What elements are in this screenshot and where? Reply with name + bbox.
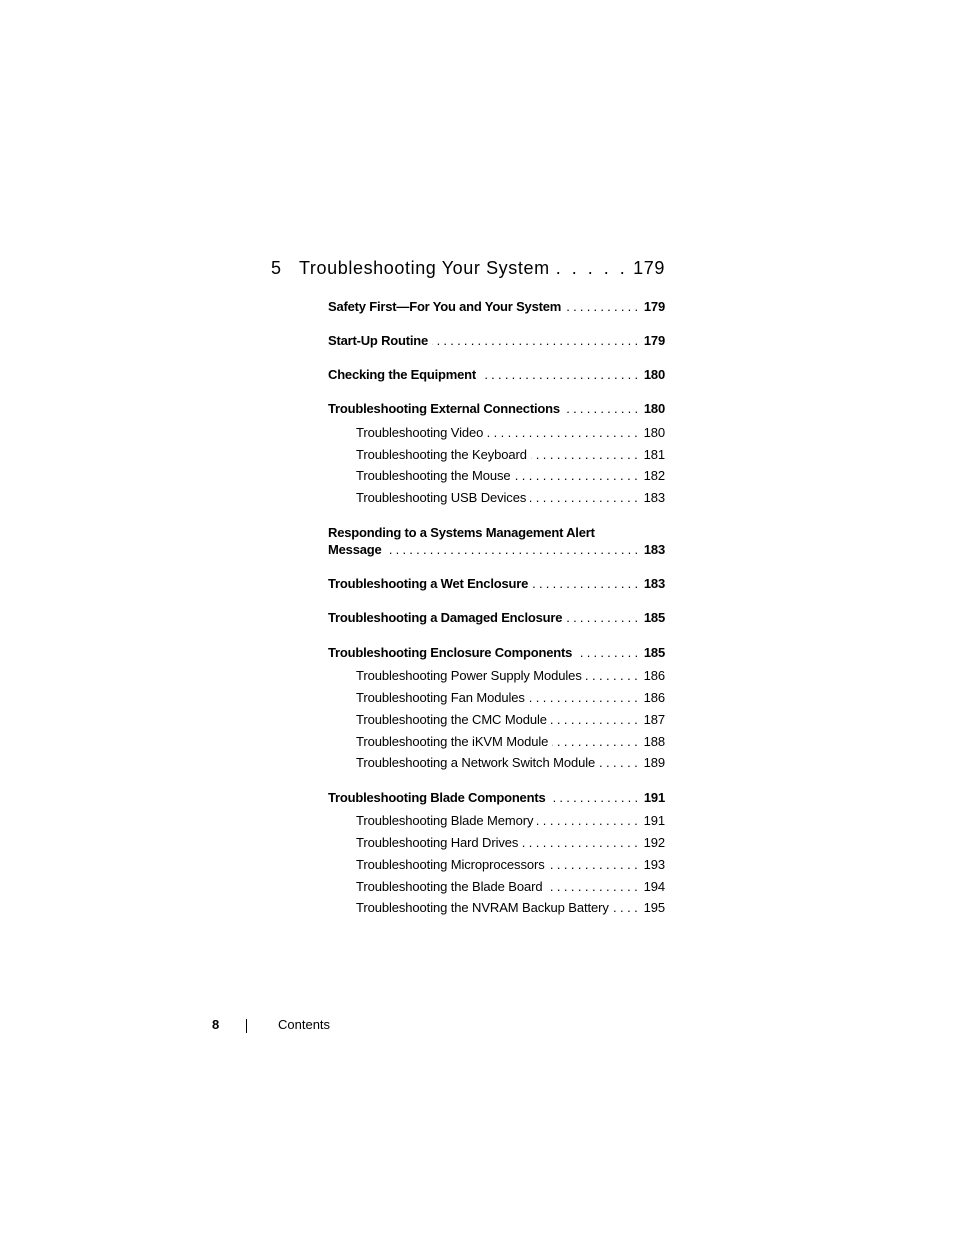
toc-entry-title: Message xyxy=(328,542,382,557)
dot-leader xyxy=(531,446,638,464)
toc-entry-title: Checking the Equipment xyxy=(328,367,477,382)
toc-subentry[interactable] xyxy=(356,899,665,917)
toc-entry[interactable] xyxy=(328,400,665,418)
dot-leader xyxy=(552,733,637,751)
toc-subentry-title: Troubleshooting Hard Drives xyxy=(356,835,519,850)
dot-leader xyxy=(432,332,638,350)
toc-subentry-title: Troubleshooting the CMC Module xyxy=(356,712,547,727)
dot-leader xyxy=(522,834,637,852)
toc-entry[interactable] xyxy=(328,541,665,559)
toc-subentry-page: 193 xyxy=(643,857,665,872)
toc-entry[interactable] xyxy=(328,298,665,316)
toc-entry-title: Troubleshooting External Connections xyxy=(328,401,560,416)
toc-subentry-page: 181 xyxy=(643,447,665,462)
dot-leader xyxy=(480,366,638,384)
dot-leader xyxy=(565,298,638,316)
toc-subentry-title: Troubleshooting Microprocessors xyxy=(356,857,545,872)
toc-entry-title: Troubleshooting Enclosure Components xyxy=(328,645,573,660)
toc-subentry-title: Troubleshooting the iKVM Module xyxy=(356,734,549,749)
toc-entry-page: 185 xyxy=(643,645,665,660)
toc-subentry[interactable] xyxy=(356,446,665,464)
chapter-page: 179 xyxy=(633,258,665,278)
dot-leader xyxy=(547,878,638,896)
toc-subentry-page: 186 xyxy=(643,668,665,683)
toc-subentry-title: Troubleshooting Video xyxy=(356,425,484,440)
dot-leader xyxy=(599,754,637,772)
toc-entry-page: 185 xyxy=(643,610,665,625)
toc-entry-title: Safety First—For You and Your System xyxy=(328,299,562,314)
toc-entry[interactable] xyxy=(328,366,665,384)
toc-entry-title: Start-Up Routine xyxy=(328,333,429,348)
toc-entry-line1[interactable]: Responding to a Systems Management Alert xyxy=(328,525,595,540)
dot-leader xyxy=(549,856,638,874)
dot-leader xyxy=(532,575,638,593)
toc-subentry-page: 188 xyxy=(643,734,665,749)
toc-subentry-title: Troubleshooting a Network Switch Module xyxy=(356,755,596,770)
toc-entry[interactable] xyxy=(328,644,665,662)
footer-divider xyxy=(246,1019,247,1033)
toc-entry[interactable] xyxy=(328,609,665,627)
toc-entry[interactable] xyxy=(328,575,665,593)
toc-subentry-title: Troubleshooting the Mouse xyxy=(356,468,511,483)
dot-leader xyxy=(386,541,638,559)
footer-section-label: Contents xyxy=(278,1017,331,1032)
chapter-heading[interactable] xyxy=(271,258,665,282)
toc-subentry-title: Troubleshooting Blade Memory xyxy=(356,813,534,828)
toc-entry-page: 183 xyxy=(643,576,665,591)
toc-subentry-page: 183 xyxy=(643,490,665,505)
toc-subentry-page: 186 xyxy=(643,690,665,705)
toc-entry-title: Troubleshooting a Damaged Enclosure xyxy=(328,610,563,625)
toc-entry-page: 180 xyxy=(643,401,665,416)
dot-leader xyxy=(566,609,638,627)
dot-leader xyxy=(487,424,637,442)
toc-subentry-title: Troubleshooting Power Supply Modules xyxy=(356,668,582,683)
toc-entry[interactable] xyxy=(328,789,665,807)
dot-leader xyxy=(537,812,637,830)
dot-leader xyxy=(551,711,638,729)
toc-subentry[interactable] xyxy=(356,711,665,729)
toc-subentry-page: 191 xyxy=(643,813,665,828)
toc-entry-title: Troubleshooting a Wet Enclosure xyxy=(328,576,529,591)
toc-entry-page: 180 xyxy=(643,367,665,382)
toc-subentry-page: 180 xyxy=(643,425,665,440)
toc-subentry-page: 195 xyxy=(643,900,665,915)
toc-subentry-title: Troubleshooting the NVRAM Backup Battery xyxy=(356,900,609,915)
toc-subentry[interactable] xyxy=(356,856,665,874)
toc-subentry-title: Troubleshooting Fan Modules xyxy=(356,690,525,705)
toc-entry-page: 179 xyxy=(643,299,665,314)
dot-leader xyxy=(550,789,638,807)
toc-entry[interactable] xyxy=(328,332,665,350)
toc-subentry[interactable] xyxy=(356,424,665,442)
toc-entry-page: 183 xyxy=(643,542,665,557)
toc-subentry[interactable] xyxy=(356,754,665,772)
chapter-number: 5 xyxy=(271,258,282,278)
toc-subentry-title: Troubleshooting the Blade Board xyxy=(356,879,543,894)
toc-entry-page: 179 xyxy=(643,333,665,348)
dot-leader xyxy=(613,899,638,917)
toc-subentry-page: 189 xyxy=(643,755,665,770)
dot-leader xyxy=(529,689,638,707)
toc-subentry-page: 194 xyxy=(643,879,665,894)
toc-subentry[interactable] xyxy=(356,834,665,852)
toc-subentry[interactable] xyxy=(356,667,665,685)
dot-leader xyxy=(564,400,638,418)
toc-subentry-page: 187 xyxy=(643,712,665,727)
toc-subentry[interactable] xyxy=(356,733,665,751)
toc-subentry[interactable] xyxy=(356,489,665,507)
toc-subentry[interactable] xyxy=(356,689,665,707)
footer-page-number: 8 xyxy=(212,1017,220,1032)
dot-leader xyxy=(576,644,638,662)
dot-leader xyxy=(586,667,638,685)
dot-leader xyxy=(530,489,637,507)
toc-subentry-title: Troubleshooting USB Devices xyxy=(356,490,527,505)
dot-leader xyxy=(515,467,638,485)
toc-subentry[interactable] xyxy=(356,878,665,896)
chapter-title: Troubleshooting Your System xyxy=(299,258,550,278)
dot-leader xyxy=(556,258,627,279)
toc-entry-page: 191 xyxy=(643,790,665,805)
toc-subentry[interactable] xyxy=(356,467,665,485)
toc-entry-title: Troubleshooting Blade Components xyxy=(328,790,546,805)
toc-subentry-title: Troubleshooting the Keyboard xyxy=(356,447,527,462)
toc-subentry-page: 192 xyxy=(643,835,665,850)
toc-subentry-page: 182 xyxy=(643,468,665,483)
toc-subentry[interactable] xyxy=(356,812,665,830)
